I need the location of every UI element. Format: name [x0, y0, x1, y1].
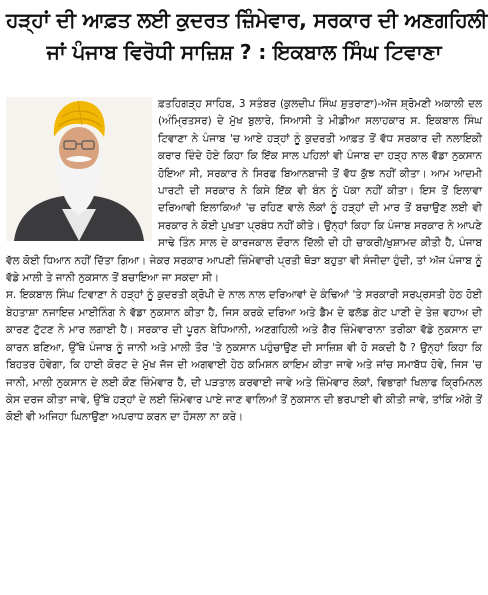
article-paragraph-2: ਸ. ਇਕਬਾਲ ਸਿੰਘ ਟਿਵਾਣਾ ਨੇ ਹੜ੍ਹਾਂ ਨੂੰ ਕੁਦਰਤੀ ਕ੍ਰੋਪੀ ਦੇ ਨਾਲ ਨਾਲ ਦਰਿਆਵਾਂ ਦੇ ਕੰਢਿਆਂ 'ਤੇ ਸਰਕਾਰੀ ਸਰਪ੍ਰਸਤੀ ਹੇਠ ਹੋਈ ਬੇਹਤਾਸ਼ਾ ਨਜਾਇਜ਼ ਮਾਈਨਿੰਗ ਨੇ ਵੱਡਾ ਨੁਕਸਾਨ ਕੀਤਾ ਹੈ, ਜਿਸ ਕਰਕੇ ਦਰਿਆ ਅਤੇ ਡੈਮ ਦੇ ਫਲੱਡ ਗੇਟ ਪਾਣੀ ਦੇ ਤੇਜ਼ ਵਹਾਅ ਦੀ ਕਾਰਣ ਟੁੱਟਣ ਨੇ ਮਾਰ ਲਗਾਈ ਹੈ। ਸਰਕਾਰ ਦੀ ਪੂਰਨ ਬੇਧਿਆਨੀ, ਅਣਗਹਿਲੀ ਅਤੇ ਗੈਰ ਜ਼ਿੰਮੇਵਾਰਾਨਾ ਤਰੀਕਾ ਵੱਡੇ ਨੁਕਸਾਨ ਦਾ ਕਾਰਨ ਬਣਿਆ, ਉੱਥੇ ਪੰਜਾਬ ਨੂੰ ਜਾਨੀ ਅਤੇ ਮਾਲੀ ਤੌਰ 'ਤੇ ਨੁਕਸਾਨ ਪਹੁੰਚਾਉਣ ਦੀ ਸਾਜ਼ਿਸ਼ ਵੀ ਹੋ ਸਕਦੀ ਹੈ ? ਉਨ੍ਹਾਂ ਕਿਹਾ ਕਿ ਬਿਹਤਰ ਹੋਵੇਗਾ, ਕਿ ਹਾਈ ਕੋਰਟ ਦੇ ਮੁੱਖ ਜੱਜ ਦੀ ਅਗਵਾਈ ਹੇਠ ਕਮਿਸ਼ਨ ਕਾਇਮ ਕੀਤਾ ਜਾਵੇ ਅਤੇ ਜਾਂਚ ਸਮਾਬੱਧ ਹੋਵੇ, ਜਿਸ 'ਚ ਜਾਨੀ, ਮਾਲੀ ਨੁਕਸਾਨ ਦੇ ਲਈ ਕੌਣ ਜ਼ਿੰਮੇਵਾਰ ਹੈ, ਦੀ ਪੜਤਾਲ ਕਰਵਾਈ ਜਾਵੇ ਅਤੇ ਜ਼ਿੰਮੇਵਾਰ ਲੋਕਾਂ, ਵਿਭਾਗਾਂ ਖਿਲਾਫ ਕ੍ਰਿਮਿਨਲ ਕੇਸ ਦਰਜ ਕੀਤਾ ਜਾਵੇ, ਉੱਥੇ ਹੜ੍ਹਾਂ ਦੇ ਲਈ ਜ਼ਿੰਮੇਵਾਰ ਪਾਏ ਜਾਣ ਵਾਲਿਆਂ ਤੋਂ ਨੁਕਸਾਨ ਦੀ ਭਰਪਾਈ ਵੀ ਕੀਤੀ ਜਾਵੇ, ਤਾਂਕਿ ਅੱਗੇ ਤੋਂ ਕੋਈ ਵੀ ਅਜਿਹਾ ਘਿਨਾਉਣਾ ਅਪਰਾਧ ਕਰਨ ਦਾ ਹੌਸਲਾ ਨਾ ਕਰੇ।: [6, 289, 482, 424]
headline-line-1: ਹੜ੍ਹਾਂ ਦੀ ਆਫ਼ਤ ਲਈ ਕੁਦਰਤ ਜ਼ਿੰਮੇਵਾਰ, ਸਰਕਾਰ ਦੀ ਅਣਗਹਿਲੀ: [6, 8, 488, 32]
article-body: [6, 96, 482, 427]
headline-line-2: ਜਾਂ ਪੰਜਾਬ ਵਿਰੋਧੀ ਸਾਜ਼ਿਸ਼ ? : ਇਕਬਾਲ ਸਿੰਘ ਟਿਵਾਣਾ: [46, 40, 442, 64]
photo-spacer: [6, 96, 158, 242]
article-paragraph-1: ਫ਼ਤਹਿਗੜ੍ਹ ਸਾਹਿਬ, 3 ਸਤੰਬਰ (ਕੁਲਦੀਪ ਸਿੰਘ ਸ਼ੁਤਰਾਣਾ)-ਅੱਜ ਸ਼੍ਰੋਮਣੀ ਅਕਾਲੀ ਦਲ (ਅੰਮ੍ਰਿਤਸਰ) ਦੇ ਮੁੱਖ ਬੁਲਾਰੇ, ਸਿਆਸੀ ਤੇ ਮੀਡੀਆ ਸਲਾਹਕਾਰ ਸ. ਇਕਬਾਲ ਸਿੰਘ ਟਿਵਾਣਾ ਨੇ ਪੰਜਾਬ 'ਚ ਆਏ ਹੜ੍ਹਾਂ ਨੂੰ ਕੁਦਰਤੀ ਆਫ਼ਤ ਤੋਂ ਵੱਧ ਸਰਕਾਰ ਦੀ ਨਲਾਇਕੀ ਕਰਾਰ ਦਿੰਦੇ ਹੋਏ ਕਿਹਾ ਕਿ ਇੱਕ ਸਾਲ ਪਹਿਲਾਂ ਵੀ ਪੰਜਾਬ ਦਾ ਹੜ੍ਹ ਨਾਲ ਵੱਡਾ ਨੁਕਸਾਨ ਹੋਇਆ ਸੀ, ਸਰਕਾਰ ਨੇ ਸਿਰਫ ਬਿਆਨਬਾਜੀ ਤੋਂ ਵੱਧ ਕੁੱਝ ਨਹੀਂ ਕੀਤਾ। ਆਮ ਆਦਮੀ ਪਾਰਟੀ ਦੀ ਸਰਕਾਰ ਨੇ ਕਿਸੇ ਇੱਕ ਵੀ ਬੰਨ ਨੂੰ ਪੱਕਾ ਨਹੀਂ ਕੀਤਾ। ਇਸ ਤੋਂ ਇਲਾਵਾ ਦਰਿਆਵੀ ਇਲਾਕਿਆਂ 'ਚ ਰਹਿਣ ਵਾਲੇ ਲੋਕਾਂ ਨੂੰ ਹੜ੍ਹਾਂ ਦੀ ਮਾਰ ਤੋਂ ਬਚਾਉਣ ਲਈ ਵੀ ਸਰਕਾਰ ਨੇ ਕੋਈ ਪੁਖਤਾ ਪ੍ਰਬੰਧ ਨਹੀਂ ਕੀਤੇ। ਉਨ੍ਹਾਂ ਕਿਹਾ ਕਿ ਪੰਜਾਬ ਸਰਕਾਰ ਨੇ ਆਪਣੇ ਸਾਢੇ ਤਿੰਨ ਸਾਲ ਦੇ ਕਾਰਜਕਾਲ ਦੌਰਾਨ ਦਿੱਲੀ ਦੀ ਹੀ ਚਾਕਰੀ/ਖੁਸ਼ਾਮਦ ਕੀਤੀ ਹੈ, ਪੰਜਾਬ ਵੱਲ ਕੋਈ ਧਿਆਨ ਨਹੀਂ ਦਿੱਤਾ ਗਿਆ। ਜੇਕਰ ਸਰਕਾਰ ਆਪਣੀ ਜ਼ਿੰਮੇਵਾਰੀ ਪ੍ਰਤੀ ਥੋੜਾ ਬਹੁਤਾ ਵੀ ਸੰਜੀਦਾ ਹੁੰਦੀ, ਤਾਂ ਅੱਜ ਪੰਜਾਬ ਨੂੰ ਵੱਡੇ ਮਾਲੀ ਤੇ ਜਾਨੀ ਨੁਕਸਾਨ ਤੋਂ ਬਚਾਇਆ ਜਾ ਸਕਦਾ ਸੀ।: [6, 98, 482, 285]
headline: [6, 6, 488, 66]
